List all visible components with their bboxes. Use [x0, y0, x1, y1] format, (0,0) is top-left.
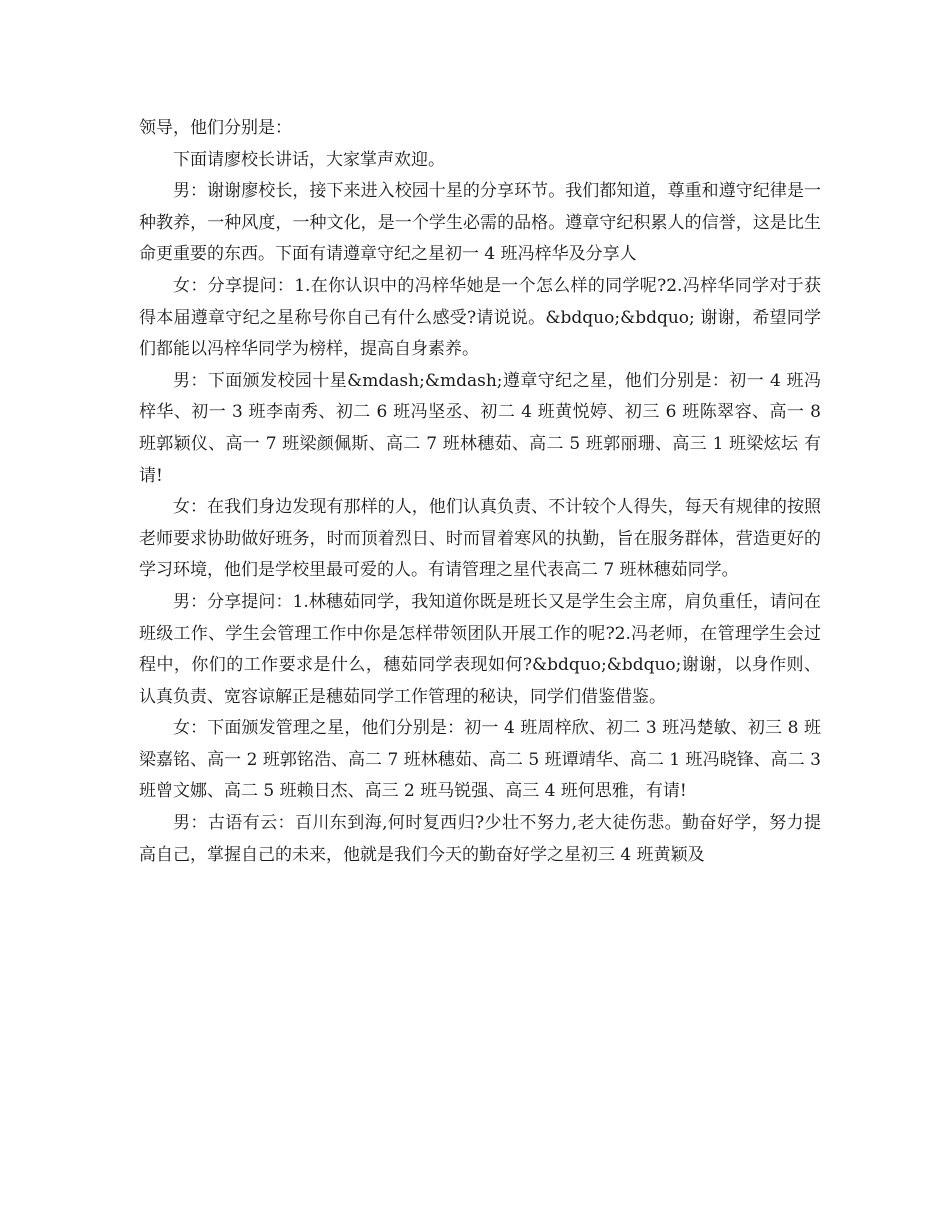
- document-body: [139, 113, 821, 871]
- paragraph-management-intro: 女：在我们身边发现有那样的人，他们认真负责、不计较个人得失，每天有规律的按照老师要求协助做好班务，时而顶着烈日、时而冒着寒风的执勤，旨在服务群体，营造更好的学习环境，他们是学校里最可爱的人。有请管理之星代表高二 7 班林穗茹同学。: [139, 497, 821, 581]
- paragraph-management-questions: 男：分享提问：1.林穗茹同学，我知道你既是班长又是学生会主席，肩负重任，请问在班级工作、学生会管理工作中你是怎样带领团队开展工作的呢?2.冯老师，在管理学生会过程中，你们的工作要求是什么，穗茹同学表现如何?&bdquo;&bdquo;谢谢，以身作则、认真负责、宽容谅解正是穗茹同学工作管理的秘诀，同学们借鉴借鉴。: [139, 591, 821, 707]
- paragraph-diligence-intro: 男：古语有云：百川东到海,何时复西归?少壮不努力,老大徒伤悲。勤奋好学，努力提高自己，掌握自己的未来，他就是我们今天的勤奋好学之星初三 4 班黄颖及: [139, 813, 821, 865]
- paragraph-principal-speech: 下面请廖校长讲话，大家掌声欢迎。: [173, 149, 445, 170]
- paragraph-opening: 领导，他们分别是：: [139, 118, 292, 138]
- paragraph-management-award: 女：下面颁发管理之星，他们分别是：初一 4 班周梓欣、初二 3 班冯楚敏、初三 8 班梁嘉铭、高一 2 班郭铭浩、高二 7 班林穗茹、高二 5 班谭靖华、高二 1 班冯晓锋、高二 3 班曾文娜、高二 5 班赖日杰、高三 2 班马锐强、高三 4 班何思雅，有请!: [139, 718, 821, 802]
- paragraph-discipline-award: 男：下面颁发校园十星&mdash;&mdash;遵章守纪之星，他们分别是：初一 4 班冯梓华、初一 3 班李南秀、初二 6 班冯坚丞、初二 4 班黄悦婷、初三 6 班陈翠容、高一 8 班郭颖仪、高一 7 班梁颜佩斯、高二 7 班林穗茹、高二 5 班郭丽珊、高三 1 班梁炫坛 有请!: [139, 370, 821, 486]
- paragraph-discipline-intro: 男：谢谢廖校长，接下来进入校园十星的分享环节。我们都知道，尊重和遵守纪律是一种教养，一种风度，一种文化，是一个学生必需的品格。遵章守纪积累人的信誉，这是比生命更重要的东西。下面有请遵章守纪之星初一 4 班冯梓华及分享人: [139, 181, 821, 265]
- paragraph-discipline-questions: 女：分享提问：1.在你认识中的冯梓华她是一个怎么样的同学呢?2.冯梓华同学对于获得本届遵章守纪之星称号你自己有什么感受?请说说。&bdquo;&bdquo; 谢谢，希望同学们都能以冯梓华同学为榜样，提高自身素养。: [139, 275, 821, 360]
